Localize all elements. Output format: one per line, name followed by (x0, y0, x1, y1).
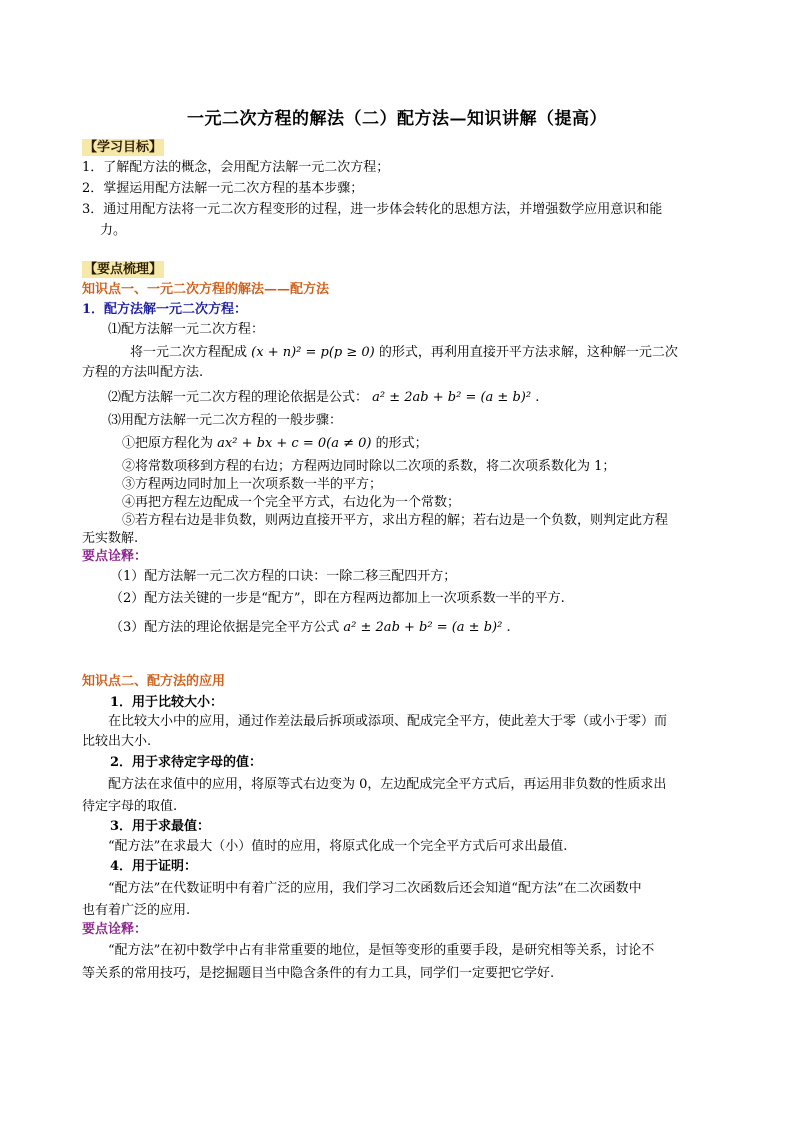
summary-heading (82, 259, 714, 280)
kp2-s4-text-b: 也有着广泛的应用. (82, 903, 191, 918)
goal-item-3: 3．通过用配方法将一元二次方程变形的过程，进一步体会转化的思想方法，并增强数学应用意识和能 (82, 202, 663, 217)
p3-text: ⑶用配方法解一元二次方程的一般步骤： (108, 413, 343, 428)
step-5-cont: 无实数解. (82, 531, 139, 546)
step1-text-b: 的形式； (375, 436, 428, 451)
p1-line (130, 342, 762, 363)
step-2: ②将常数项移到方程的右边；方程两边同时除以二次项的系数，将二次项系数化为 1； (122, 459, 616, 474)
kp2-note-text-a: “配方法”在初中数学中占有非常重要的地位，是恒等变形的重要手段，是研究相等关系，讨论不 (108, 943, 655, 958)
p2-text-a: ⑵配方法解一元二次方程的理论依据是公式： (108, 390, 369, 405)
p1-text-a: 将一元二次方程配成 (130, 345, 248, 360)
note3-text-a: （3）配方法的理论依据是完全平方公式 (110, 620, 340, 635)
note3-text-b: . (506, 620, 511, 635)
summary-label: 【要点梳理】 (84, 262, 163, 277)
p1-text-b: 的形式，再利用直接开平方法求解，这种解一元二次 (378, 345, 678, 360)
kp2-s2-text-b: 待定字母的取值. (82, 799, 178, 814)
step-5: ⑤若方程右边是非负数，则两边直接开平方，求出方程的解；若右边是一个负数，则判定此方程 (122, 513, 669, 528)
goals-label: 【学习目标】 (84, 140, 163, 155)
p1-text-c: 方程的方法叫配方法. (82, 365, 204, 380)
kp2-s1-head: 1．用于比较大小： (110, 695, 224, 710)
kp2-note-label: 要点诠释： (82, 922, 148, 937)
kp2-s4-head: 4．用于证明： (110, 859, 198, 874)
kp2-note-text-b: 等关系的常用技巧，是挖掘题目当中隐含条件的有力工具，同学们一定要把它学好. (82, 966, 555, 981)
step-3: ③方程两边同时加上一次项系数一半的平方； (122, 477, 383, 492)
note1-item-1: （1）配方法解一元二次方程的口诀：一除二移三配四开方； (110, 569, 457, 584)
kp2-title: 知识点二、配方法的应用 (82, 674, 226, 689)
kp2-s1-text-a: 在比较大小中的应用，通过作差法最后拆项或添项、配成完全平方，使此差大于零（或小于零）而 (108, 714, 668, 729)
note1-label: 要点诠释： (82, 549, 148, 564)
note1-item-2: （2）配方法关键的一步是“配方”，即在方程两边都加上一次项系数一半的平方. (110, 591, 565, 606)
kp1-title: 知识点一、一元二次方程的解法——配方法 (82, 282, 330, 297)
page-title: 一元二次方程的解法（二）配方法—知识讲解（提高） (187, 109, 607, 129)
goal-item-2: 2．掌握运用配方法解一元二次方程的基本步骤； (82, 181, 364, 196)
step1-formula: ax² + bx + c = 0(a ≠ 0) (217, 436, 372, 451)
step-4: ④再把方程左边配成一个完全平方式，右边化为一个常数； (122, 495, 461, 510)
kp2-s2-text-a: 配方法在求值中的应用，将原等式右边变为 0，左边配成完全平方式后，再运用非负数的性质求出 (108, 777, 667, 792)
kp2-s3-head: 3．用于求最值： (110, 819, 211, 834)
p1-formula: (x + n)² = p(p ≥ 0) (251, 345, 375, 360)
p2-text-b: . (535, 390, 540, 405)
kp2-s1-text-b: 比较出大小. (82, 734, 152, 749)
goal-item-3-cont: 力。 (100, 223, 127, 238)
kp2-s3-text-a: “配方法”在求最大（小）值时的应用，将原式化成一个完全平方式后可求出最值. (108, 839, 568, 854)
step-1 (122, 433, 754, 454)
p2-line (108, 387, 740, 408)
goal-item-1: 1．了解配方法的概念，会用配方法解一元二次方程； (82, 160, 390, 175)
kp2-s2-head: 2．用于求待定字母的值： (110, 755, 263, 770)
kp2-s4-text-a: “配方法”在代数证明中有着广泛的应用，我们学习二次函数后还会知道“配方法”在二次函数中 (108, 881, 642, 896)
note3-formula: a² ± 2ab + b² = (a ± b)² (343, 620, 503, 635)
step1-text-a: ①把原方程化为 (122, 436, 214, 451)
p2-formula: a² ± 2ab + b² = (a ± b)² (372, 390, 532, 405)
goals-heading (82, 137, 714, 158)
p1-head: ⑴配方法解一元二次方程： (108, 322, 265, 337)
kp1-sub1: 1．配方法解一元二次方程： (82, 302, 248, 317)
note1-item-3 (110, 617, 742, 638)
